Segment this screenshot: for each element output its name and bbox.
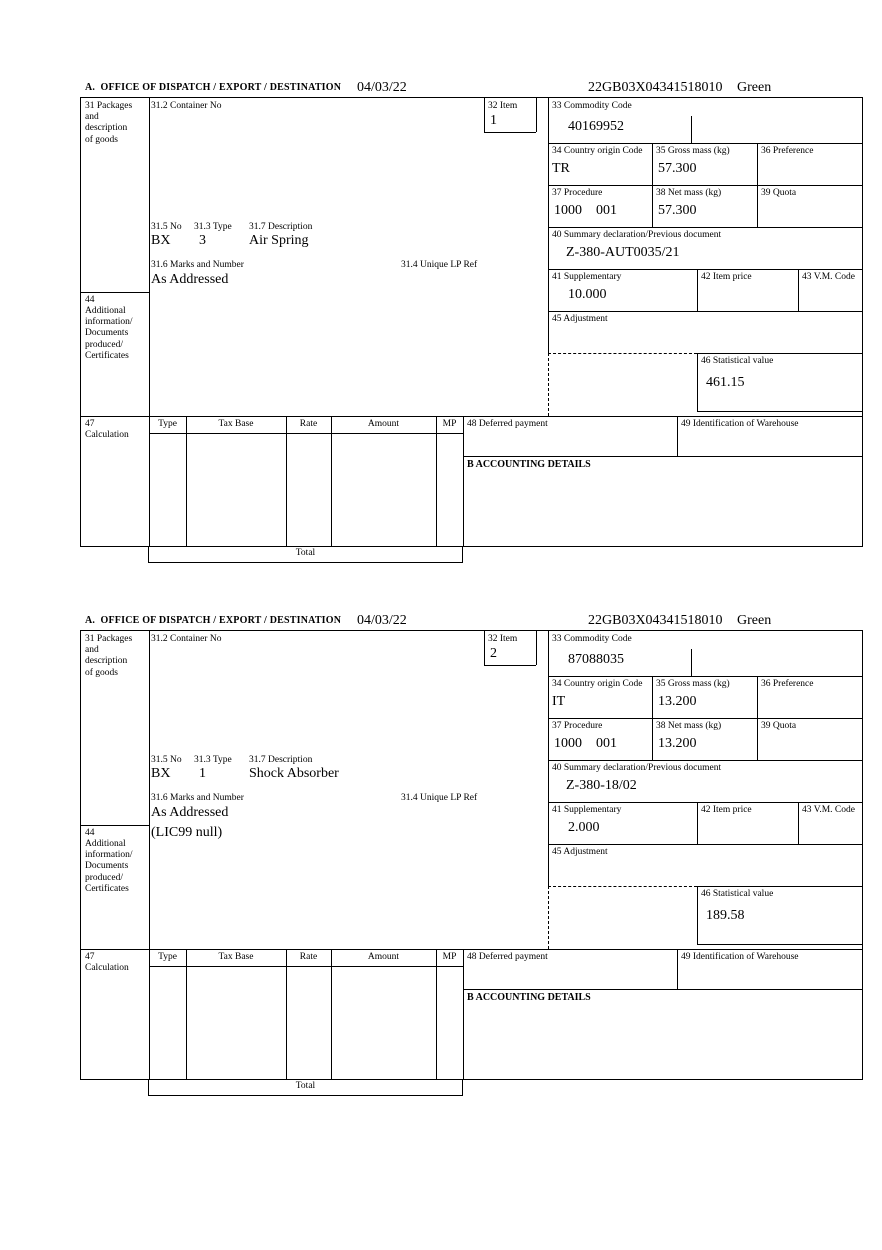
procedure-value: 1000 [554,736,582,751]
calc-col-taxbase-header: Tax Base [218,952,254,962]
grid-line [697,411,862,412]
country-origin-label: 34 Country origin Code [552,679,643,689]
country-origin-value: IT [552,694,566,709]
package-description-label: 31.7 Description [249,222,313,232]
grid-line [81,949,862,950]
office-of-dispatch-label: A. OFFICE OF DISPATCH / EXPORT / DESTINATION [85,615,342,626]
grid-line [81,416,862,417]
block-header [0,80,882,97]
grid-line [697,269,698,311]
accounting-details-label: B ACCOUNTING DETAILS [467,459,591,470]
net-mass-label: 38 Net mass (kg) [656,188,722,198]
grid-line [81,825,149,826]
grid-line [484,665,536,666]
grid-line [548,143,862,144]
package-type-label: 31.3 Type [194,755,232,765]
grid-line [149,631,150,1079]
box44-number: 44 [85,828,95,838]
dashed-divider [548,886,549,949]
box44-number: 44 [85,295,95,305]
item-number-label: 32 Item [488,101,518,111]
item-price-label: 42 Item price [701,272,752,282]
marks-and-number-label: 31.6 Marks and Number [151,793,244,803]
package-no-label: 31.5 No [151,222,182,232]
goods-description-value: Shock Absorber [249,766,339,781]
declaration-reference: 22GB03X04341518010 [588,80,723,95]
net-mass-value: 57.300 [658,203,697,218]
procedure-value: 1000 [554,203,582,218]
warehouse-id-label: 49 Identification of Warehouse [681,952,799,962]
box44-additional-info-label: Additional information/ Documents produced/ Certificates [85,839,133,894]
goods-description-value: Air Spring [249,233,309,248]
adjustment-label: 45 Adjustment [552,314,608,324]
package-no-label: 31.5 No [151,755,182,765]
office-of-dispatch-label: A. OFFICE OF DISPATCH / EXPORT / DESTINATION [85,82,342,93]
procedure-label: 37 Procedure [552,721,603,731]
package-no-value: BX [151,233,171,248]
marks-value: As Addressed [151,805,229,820]
item-number-value: 1 [490,113,497,128]
grid-line [548,718,862,719]
previous-document-value: Z-380-AUT0035/21 [566,245,680,260]
grid-line [484,132,536,133]
box47-calculation-label: Calculation [85,430,129,440]
declaration-item-block-1 [0,80,882,600]
grid-line [798,802,799,844]
marks-and-number-label: 31.6 Marks and Number [151,260,244,270]
calc-col-amount-header: Amount [367,952,400,962]
grid-line [548,802,862,803]
calc-col-type-header: Type [158,952,177,962]
grid-line [149,966,463,967]
grid-line [186,416,187,546]
commodity-code-separator-line [691,116,692,143]
package-no-value: BX [151,766,171,781]
calculation-total-row: Total [148,546,463,563]
box47-number: 47 [85,952,95,962]
grid-line [463,989,862,990]
grid-line [548,227,862,228]
grid-line [548,185,862,186]
grid-line [436,949,437,1079]
grid-line [548,676,862,677]
grid-line [463,456,862,457]
grid-line [463,949,464,1079]
grid-line [331,416,332,546]
grid-line [536,631,537,665]
declaration-reference: 22GB03X04341518010 [588,613,723,628]
commodity-code-value: 40169952 [568,119,624,134]
country-origin-label: 34 Country origin Code [552,146,643,156]
grid-line [484,631,485,665]
calc-col-type-header: Type [158,419,177,429]
grid-line [286,949,287,1079]
additional-info-value: (LIC99 null) [151,825,223,840]
grid-line [798,269,799,311]
grid-line [286,416,287,546]
procedure-code-value: 001 [596,203,617,218]
routing-status: Green [737,80,772,95]
net-mass-value: 13.200 [658,736,697,751]
quota-label: 39 Quota [761,721,797,731]
dashed-divider [548,353,549,416]
declaration-item-block-2 [0,613,882,1133]
item-number-value: 2 [490,646,497,661]
statistical-value: 461.15 [706,375,745,390]
supplementary-label: 41 Supplementary [552,272,622,282]
grid-line [677,949,678,989]
country-origin-value: TR [552,161,570,176]
unique-lp-ref-label: 31.4 Unique LP Ref [401,260,478,270]
box31-packages-label: 31 Packages and description of goods [85,101,133,145]
declaration-date: 04/03/22 [357,80,407,95]
box44-additional-info-label: Additional information/ Documents produced/ Certificates [85,306,133,361]
grid-line [536,98,537,132]
grid-line [677,416,678,456]
grid-line [697,802,698,844]
grid-line [697,886,862,887]
routing-status: Green [737,613,772,628]
supplementary-label: 41 Supplementary [552,805,622,815]
grid-line [697,353,698,411]
calc-col-rate-header: Rate [299,419,318,429]
summary-declaration-label: 40 Summary declaration/Previous document [552,763,722,773]
grid-line [463,416,464,546]
package-description-label: 31.7 Description [249,755,313,765]
block-header [0,613,882,630]
procedure-code-value: 001 [596,736,617,751]
grid-line [548,760,862,761]
package-type-label: 31.3 Type [194,222,232,232]
accounting-details-label: B ACCOUNTING DETAILS [467,992,591,1003]
commodity-code-value: 87088035 [568,652,624,667]
net-mass-label: 38 Net mass (kg) [656,721,722,731]
gross-mass-label: 35 Gross mass (kg) [656,679,730,689]
box47-calculation-label: Calculation [85,963,129,973]
vm-code-label: 43 V.M. Code [802,272,855,282]
calc-col-amount-header: Amount [367,419,400,429]
grid-line [149,98,150,546]
grid-line [548,98,549,353]
grid-line [186,949,187,1079]
commodity-code-separator-line [691,649,692,676]
unique-lp-ref-label: 31.4 Unique LP Ref [401,793,478,803]
grid-line [548,311,862,312]
grid-line [697,886,698,944]
vm-code-label: 43 V.M. Code [802,805,855,815]
calc-col-mp-header: MP [442,952,457,962]
warehouse-id-label: 49 Identification of Warehouse [681,419,799,429]
statistical-value: 189.58 [706,908,745,923]
commodity-code-label: 33 Commodity Code [552,101,632,111]
calculation-total-row: Total [148,1079,463,1096]
previous-document-value: Z-380-18/02 [566,778,637,793]
gross-mass-value: 13.200 [658,694,697,709]
grid-line [548,844,862,845]
grid-line [436,416,437,546]
dashed-divider [548,886,697,887]
box31-packages-label: 31 Packages and description of goods [85,634,133,678]
calc-col-mp-header: MP [442,419,457,429]
grid-line [548,631,549,886]
supplementary-units-value: 2.000 [568,820,600,835]
container-no-label: 31.2 Container No [151,634,222,644]
declaration-date: 04/03/22 [357,613,407,628]
item-form-grid [80,630,863,1080]
quota-label: 39 Quota [761,188,797,198]
supplementary-units-value: 10.000 [568,287,607,302]
box47-number: 47 [85,419,95,429]
grid-line [548,269,862,270]
item-price-label: 42 Item price [701,805,752,815]
deferred-payment-label: 48 Deferred payment [467,952,548,962]
procedure-label: 37 Procedure [552,188,603,198]
grid-line [331,949,332,1079]
gross-mass-value: 57.300 [658,161,697,176]
grid-line [697,353,862,354]
commodity-code-label: 33 Commodity Code [552,634,632,644]
preference-label: 36 Preference [761,146,814,156]
summary-declaration-label: 40 Summary declaration/Previous document [552,230,722,240]
item-form-grid [80,97,863,547]
gross-mass-label: 35 Gross mass (kg) [656,146,730,156]
package-type-value: 3 [199,233,206,248]
grid-line [149,433,463,434]
item-number-label: 32 Item [488,634,518,644]
adjustment-label: 45 Adjustment [552,847,608,857]
statistical-value-label: 46 Statistical value [701,356,774,366]
package-type-value: 1 [199,766,206,781]
grid-line [484,98,485,132]
statistical-value-label: 46 Statistical value [701,889,774,899]
grid-line [697,944,862,945]
marks-value: As Addressed [151,272,229,287]
container-no-label: 31.2 Container No [151,101,222,111]
grid-line [81,292,149,293]
calc-col-rate-header: Rate [299,952,318,962]
dashed-divider [548,353,697,354]
calc-col-taxbase-header: Tax Base [218,419,254,429]
deferred-payment-label: 48 Deferred payment [467,419,548,429]
preference-label: 36 Preference [761,679,814,689]
